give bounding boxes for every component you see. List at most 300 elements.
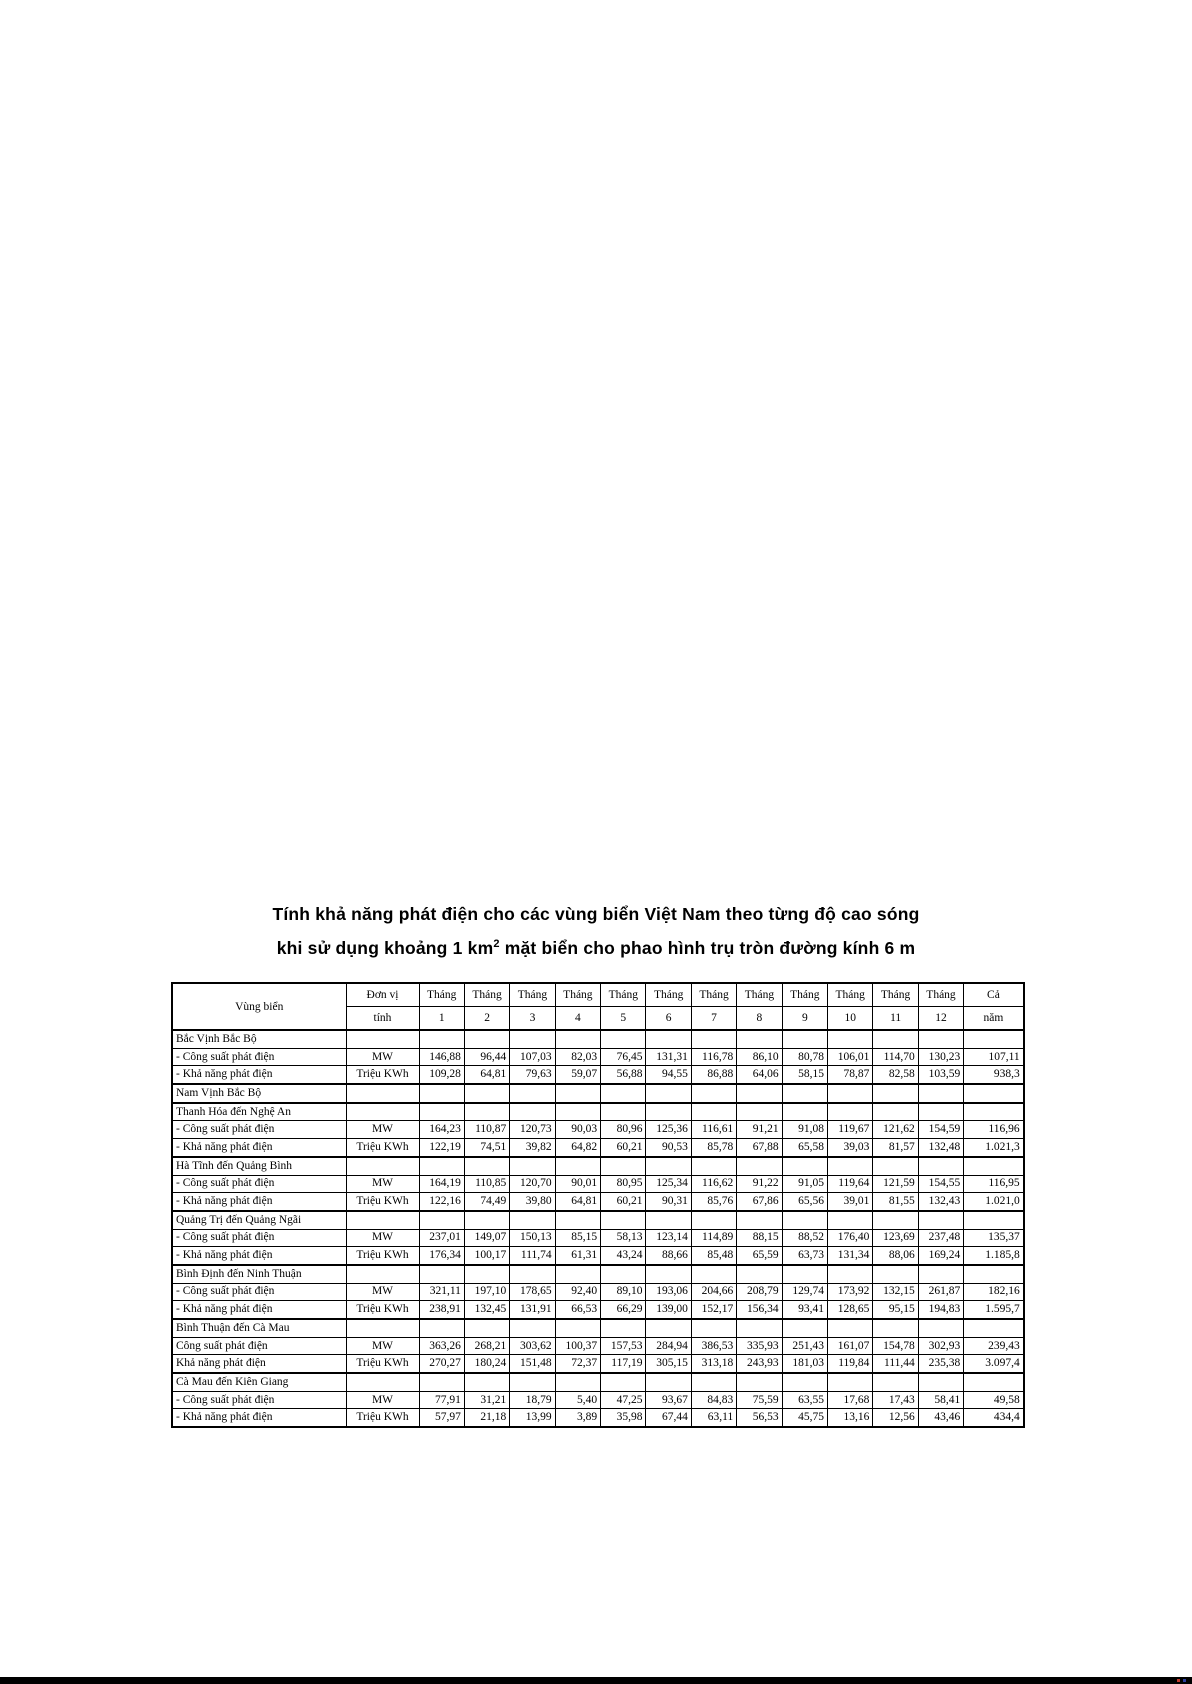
value-cell: 107,11	[964, 1048, 1024, 1066]
empty-cell	[964, 1030, 1024, 1048]
value-cell: 131,34	[828, 1247, 873, 1265]
empty-cell	[828, 1084, 873, 1103]
value-cell: 129,74	[782, 1283, 827, 1301]
empty-cell	[737, 1103, 782, 1121]
empty-cell	[464, 1265, 509, 1283]
region-section-label: Nam Vịnh Bắc Bộ	[172, 1084, 346, 1103]
empty-cell	[782, 1319, 827, 1337]
empty-cell	[918, 1373, 963, 1391]
value-cell: 85,48	[691, 1247, 736, 1265]
empty-cell	[828, 1373, 873, 1391]
value-cell: 85,78	[691, 1139, 736, 1157]
empty-cell	[464, 1103, 509, 1121]
unit-cell: MW	[346, 1121, 419, 1139]
header-month: Tháng	[828, 983, 873, 1007]
empty-cell	[510, 1084, 555, 1103]
value-cell: 131,91	[510, 1301, 555, 1319]
value-cell: 67,44	[646, 1409, 691, 1427]
value-cell: 180,24	[464, 1355, 509, 1373]
empty-cell	[346, 1211, 419, 1229]
header-total-line2: năm	[964, 1007, 1024, 1031]
value-cell: 17,68	[828, 1391, 873, 1409]
value-cell: 109,28	[419, 1066, 464, 1084]
header-month-number: 10	[828, 1007, 873, 1031]
empty-cell	[964, 1157, 1024, 1175]
empty-cell	[691, 1373, 736, 1391]
value-cell: 238,91	[419, 1301, 464, 1319]
value-cell: 66,53	[555, 1301, 600, 1319]
header-month-number: 12	[918, 1007, 963, 1031]
value-cell: 74,51	[464, 1139, 509, 1157]
header-month: Tháng	[510, 983, 555, 1007]
row-label: - Công suất phát điện	[172, 1283, 346, 1301]
value-cell: 88,06	[873, 1247, 918, 1265]
section-row	[172, 1373, 1024, 1391]
unit-cell: Triệu KWh	[346, 1409, 419, 1427]
value-cell: 91,05	[782, 1175, 827, 1193]
value-cell: 91,22	[737, 1175, 782, 1193]
region-section-label: Quảng Trị đến Quảng Ngãi	[172, 1211, 346, 1229]
value-cell: 88,52	[782, 1229, 827, 1247]
empty-cell	[601, 1103, 646, 1121]
value-cell: 182,16	[964, 1283, 1024, 1301]
value-cell: 35,98	[601, 1409, 646, 1427]
row-label: Khả năng phát điện	[172, 1355, 346, 1373]
value-cell: 47,25	[601, 1391, 646, 1409]
header-month-number: 1	[419, 1007, 464, 1031]
header-month: Tháng	[601, 983, 646, 1007]
value-cell: 116,61	[691, 1121, 736, 1139]
value-cell: 80,78	[782, 1048, 827, 1066]
empty-cell	[873, 1373, 918, 1391]
value-cell: 106,01	[828, 1048, 873, 1066]
value-cell: 12,56	[873, 1409, 918, 1427]
empty-cell	[782, 1265, 827, 1283]
value-cell: 79,63	[510, 1066, 555, 1084]
empty-cell	[419, 1030, 464, 1048]
empty-cell	[555, 1265, 600, 1283]
value-cell: 78,87	[828, 1066, 873, 1084]
value-cell: 121,62	[873, 1121, 918, 1139]
value-cell: 239,43	[964, 1337, 1024, 1355]
row-label: - Công suất phát điện	[172, 1175, 346, 1193]
data-row	[172, 1121, 1024, 1139]
value-cell: 67,86	[737, 1193, 782, 1211]
empty-cell	[737, 1211, 782, 1229]
value-cell: 90,31	[646, 1193, 691, 1211]
empty-cell	[419, 1319, 464, 1337]
header-month: Tháng	[737, 983, 782, 1007]
value-cell: 43,46	[918, 1409, 963, 1427]
empty-cell	[346, 1157, 419, 1175]
empty-cell	[646, 1084, 691, 1103]
value-cell: 123,69	[873, 1229, 918, 1247]
value-cell: 139,00	[646, 1301, 691, 1319]
empty-cell	[873, 1103, 918, 1121]
empty-cell	[873, 1084, 918, 1103]
value-cell: 132,15	[873, 1283, 918, 1301]
value-cell: 45,75	[782, 1409, 827, 1427]
power-generation-table	[171, 982, 1025, 1428]
value-cell: 110,85	[464, 1175, 509, 1193]
unit-cell: MW	[346, 1229, 419, 1247]
value-cell: 31,21	[464, 1391, 509, 1409]
value-cell: 67,88	[737, 1139, 782, 1157]
empty-cell	[873, 1211, 918, 1229]
value-cell: 313,18	[691, 1355, 736, 1373]
unit-cell: Triệu KWh	[346, 1301, 419, 1319]
unit-cell: Triệu KWh	[346, 1247, 419, 1265]
scan-edge-bar	[0, 1677, 1192, 1684]
value-cell: 261,87	[918, 1283, 963, 1301]
empty-cell	[419, 1211, 464, 1229]
value-cell: 1.021,3	[964, 1139, 1024, 1157]
value-cell: 3.097,4	[964, 1355, 1024, 1373]
empty-cell	[555, 1319, 600, 1337]
value-cell: 86,10	[737, 1048, 782, 1066]
value-cell: 335,93	[737, 1337, 782, 1355]
value-cell: 154,78	[873, 1337, 918, 1355]
empty-cell	[918, 1211, 963, 1229]
value-cell: 243,93	[737, 1355, 782, 1373]
value-cell: 82,03	[555, 1048, 600, 1066]
empty-cell	[782, 1157, 827, 1175]
region-section-label: Bình Định đến Ninh Thuận	[172, 1265, 346, 1283]
data-row	[172, 1193, 1024, 1211]
value-cell: 169,24	[918, 1247, 963, 1265]
value-cell: 81,57	[873, 1139, 918, 1157]
region-section-label: Bình Thuận đến Cà Mau	[172, 1319, 346, 1337]
header-month-number: 9	[782, 1007, 827, 1031]
value-cell: 74,49	[464, 1193, 509, 1211]
value-cell: 18,79	[510, 1391, 555, 1409]
header-month-number: 8	[737, 1007, 782, 1031]
header-unit-line2: tính	[346, 1007, 419, 1031]
empty-cell	[601, 1211, 646, 1229]
header-total: Cả	[964, 983, 1024, 1007]
value-cell: 56,53	[737, 1409, 782, 1427]
empty-cell	[737, 1373, 782, 1391]
row-label: - Công suất phát điện	[172, 1229, 346, 1247]
value-cell: 176,34	[419, 1247, 464, 1265]
empty-cell	[691, 1319, 736, 1337]
value-cell: 58,41	[918, 1391, 963, 1409]
empty-cell	[555, 1211, 600, 1229]
value-cell: 111,74	[510, 1247, 555, 1265]
value-cell: 77,91	[419, 1391, 464, 1409]
title-line-1: Tính khả năng phát điện cho các vùng biển Việt Nam theo từng độ cao sóng	[272, 904, 920, 924]
unit-cell: Triệu KWh	[346, 1066, 419, 1084]
unit-cell: Triệu KWh	[346, 1139, 419, 1157]
value-cell: 100,37	[555, 1337, 600, 1355]
unit-cell: Triệu KWh	[346, 1355, 419, 1373]
value-cell: 194,83	[918, 1301, 963, 1319]
region-section-label: Thanh Hóa đến Nghệ An	[172, 1103, 346, 1121]
value-cell: 86,88	[691, 1066, 736, 1084]
value-cell: 100,17	[464, 1247, 509, 1265]
data-row	[172, 1283, 1024, 1301]
empty-cell	[964, 1103, 1024, 1121]
row-label: - Công suất phát điện	[172, 1048, 346, 1066]
empty-cell	[828, 1265, 873, 1283]
value-cell: 90,01	[555, 1175, 600, 1193]
empty-cell	[601, 1319, 646, 1337]
empty-cell	[918, 1030, 963, 1048]
unit-cell: MW	[346, 1391, 419, 1409]
empty-cell	[873, 1265, 918, 1283]
value-cell: 88,15	[737, 1229, 782, 1247]
row-label: - Khả năng phát điện	[172, 1193, 346, 1211]
row-label: - Khả năng phát điện	[172, 1301, 346, 1319]
empty-cell	[346, 1084, 419, 1103]
value-cell: 176,40	[828, 1229, 873, 1247]
value-cell: 178,65	[510, 1283, 555, 1301]
empty-cell	[419, 1373, 464, 1391]
value-cell: 251,43	[782, 1337, 827, 1355]
value-cell: 76,45	[601, 1048, 646, 1066]
empty-cell	[691, 1084, 736, 1103]
value-cell: 121,59	[873, 1175, 918, 1193]
header-unit: Đơn vị	[346, 983, 419, 1007]
value-cell: 93,67	[646, 1391, 691, 1409]
empty-cell	[646, 1030, 691, 1048]
header-month: Tháng	[419, 983, 464, 1007]
value-cell: 64,82	[555, 1139, 600, 1157]
value-cell: 13,99	[510, 1409, 555, 1427]
value-cell: 56,88	[601, 1066, 646, 1084]
header-month-number: 7	[691, 1007, 736, 1031]
empty-cell	[464, 1030, 509, 1048]
unit-cell: MW	[346, 1175, 419, 1193]
value-cell: 161,07	[828, 1337, 873, 1355]
value-cell: 132,45	[464, 1301, 509, 1319]
value-cell: 1.021,0	[964, 1193, 1024, 1211]
table-header	[172, 983, 1024, 1030]
value-cell: 49,58	[964, 1391, 1024, 1409]
value-cell: 39,03	[828, 1139, 873, 1157]
title-line-2: khi sử dụng khoảng 1 $km^2$ mặt biển cho phao hình trụ tròn đường kính 6 m	[276, 937, 916, 958]
unit-cell: MW	[346, 1337, 419, 1355]
empty-cell	[691, 1030, 736, 1048]
value-cell: 154,59	[918, 1121, 963, 1139]
value-cell: 204,66	[691, 1283, 736, 1301]
value-cell: 114,70	[873, 1048, 918, 1066]
empty-cell	[346, 1265, 419, 1283]
empty-cell	[346, 1319, 419, 1337]
value-cell: 116,78	[691, 1048, 736, 1066]
value-cell: 39,80	[510, 1193, 555, 1211]
value-cell: 84,83	[691, 1391, 736, 1409]
value-cell: 89,10	[601, 1283, 646, 1301]
empty-cell	[918, 1265, 963, 1283]
value-cell: 13,16	[828, 1409, 873, 1427]
empty-cell	[964, 1265, 1024, 1283]
empty-cell	[419, 1103, 464, 1121]
value-cell: 59,07	[555, 1066, 600, 1084]
row-label: - Khả năng phát điện	[172, 1139, 346, 1157]
value-cell: 268,21	[464, 1337, 509, 1355]
value-cell: 64,81	[555, 1193, 600, 1211]
header-month-number: 3	[510, 1007, 555, 1031]
data-row	[172, 1229, 1024, 1247]
empty-cell	[464, 1373, 509, 1391]
empty-cell	[873, 1319, 918, 1337]
empty-cell	[555, 1084, 600, 1103]
data-row	[172, 1337, 1024, 1355]
empty-cell	[419, 1157, 464, 1175]
value-cell: 17,43	[873, 1391, 918, 1409]
empty-cell	[918, 1319, 963, 1337]
scan-artifact-red	[1177, 1679, 1180, 1682]
empty-cell	[691, 1103, 736, 1121]
header-month: Tháng	[782, 983, 827, 1007]
header-month-number: 2	[464, 1007, 509, 1031]
row-label: - Khả năng phát điện	[172, 1066, 346, 1084]
empty-cell	[964, 1211, 1024, 1229]
empty-cell	[601, 1157, 646, 1175]
value-cell: 66,29	[601, 1301, 646, 1319]
data-row	[172, 1355, 1024, 1373]
value-cell: 119,84	[828, 1355, 873, 1373]
value-cell: 75,59	[737, 1391, 782, 1409]
region-section-label: Cà Mau đến Kiên Giang	[172, 1373, 346, 1391]
value-cell: 65,58	[782, 1139, 827, 1157]
value-cell: 58,13	[601, 1229, 646, 1247]
empty-cell	[782, 1030, 827, 1048]
value-cell: 117,19	[601, 1355, 646, 1373]
value-cell: 80,96	[601, 1121, 646, 1139]
value-cell: 111,44	[873, 1355, 918, 1373]
section-row	[172, 1084, 1024, 1103]
row-label: - Khả năng phát điện	[172, 1409, 346, 1427]
value-cell: 131,31	[646, 1048, 691, 1066]
row-label: Công suất phát điện	[172, 1337, 346, 1355]
value-cell: 434,4	[964, 1409, 1024, 1427]
value-cell: 1.185,8	[964, 1247, 1024, 1265]
value-cell: 85,15	[555, 1229, 600, 1247]
empty-cell	[782, 1084, 827, 1103]
value-cell: 120,70	[510, 1175, 555, 1193]
header-month: Tháng	[646, 983, 691, 1007]
value-cell: 303,62	[510, 1337, 555, 1355]
value-cell: 120,73	[510, 1121, 555, 1139]
header-month: Tháng	[464, 983, 509, 1007]
value-cell: 123,14	[646, 1229, 691, 1247]
data-row	[172, 1066, 1024, 1084]
section-row	[172, 1211, 1024, 1229]
unit-cell: Triệu KWh	[346, 1193, 419, 1211]
value-cell: 103,59	[918, 1066, 963, 1084]
row-label: - Công suất phát điện	[172, 1391, 346, 1409]
value-cell: 82,58	[873, 1066, 918, 1084]
region-section-label: Hà Tĩnh đến Quảng Bình	[172, 1157, 346, 1175]
value-cell: 63,11	[691, 1409, 736, 1427]
value-cell: 90,53	[646, 1139, 691, 1157]
value-cell: 154,55	[918, 1175, 963, 1193]
value-cell: 3,89	[555, 1409, 600, 1427]
value-cell: 116,62	[691, 1175, 736, 1193]
value-cell: 363,26	[419, 1337, 464, 1355]
value-cell: 149,07	[464, 1229, 509, 1247]
value-cell: 116,95	[964, 1175, 1024, 1193]
header-month-number: 4	[555, 1007, 600, 1031]
empty-cell	[782, 1373, 827, 1391]
value-cell: 60,21	[601, 1139, 646, 1157]
value-cell: 164,23	[419, 1121, 464, 1139]
value-cell: 151,48	[510, 1355, 555, 1373]
data-row	[172, 1175, 1024, 1193]
value-cell: 96,44	[464, 1048, 509, 1066]
row-label: - Khả năng phát điện	[172, 1247, 346, 1265]
empty-cell	[918, 1103, 963, 1121]
value-cell: 60,21	[601, 1193, 646, 1211]
empty-cell	[510, 1030, 555, 1048]
empty-cell	[555, 1157, 600, 1175]
value-cell: 85,76	[691, 1193, 736, 1211]
value-cell: 91,21	[737, 1121, 782, 1139]
empty-cell	[918, 1084, 963, 1103]
unit-cell: MW	[346, 1048, 419, 1066]
header-month: Tháng	[555, 983, 600, 1007]
value-cell: 116,96	[964, 1121, 1024, 1139]
empty-cell	[737, 1157, 782, 1175]
header-month: Tháng	[873, 983, 918, 1007]
superscript-2: 2	[493, 938, 500, 950]
value-cell: 237,48	[918, 1229, 963, 1247]
empty-cell	[346, 1030, 419, 1048]
empty-cell	[964, 1084, 1024, 1103]
value-cell: 61,31	[555, 1247, 600, 1265]
value-cell: 235,38	[918, 1355, 963, 1373]
value-cell: 125,34	[646, 1175, 691, 1193]
empty-cell	[464, 1319, 509, 1337]
empty-cell	[510, 1319, 555, 1337]
empty-cell	[828, 1319, 873, 1337]
value-cell: 110,87	[464, 1121, 509, 1139]
header-month: Tháng	[918, 983, 963, 1007]
empty-cell	[555, 1373, 600, 1391]
value-cell: 63,73	[782, 1247, 827, 1265]
value-cell: 135,37	[964, 1229, 1024, 1247]
row-label: - Công suất phát điện	[172, 1121, 346, 1139]
value-cell: 43,24	[601, 1247, 646, 1265]
data-row	[172, 1139, 1024, 1157]
empty-cell	[646, 1373, 691, 1391]
header-month-number: 6	[646, 1007, 691, 1031]
data-row	[172, 1048, 1024, 1066]
empty-cell	[828, 1030, 873, 1048]
empty-cell	[691, 1211, 736, 1229]
empty-cell	[964, 1373, 1024, 1391]
value-cell: 90,03	[555, 1121, 600, 1139]
empty-cell	[601, 1265, 646, 1283]
value-cell: 114,89	[691, 1229, 736, 1247]
value-cell: 57,97	[419, 1409, 464, 1427]
value-cell: 173,92	[828, 1283, 873, 1301]
value-cell: 119,64	[828, 1175, 873, 1193]
value-cell: 119,67	[828, 1121, 873, 1139]
value-cell: 150,13	[510, 1229, 555, 1247]
value-cell: 21,18	[464, 1409, 509, 1427]
data-row	[172, 1409, 1024, 1427]
table-body	[172, 1030, 1024, 1427]
section-row	[172, 1030, 1024, 1048]
value-cell: 92,40	[555, 1283, 600, 1301]
header-month-number: 11	[873, 1007, 918, 1031]
value-cell: 64,81	[464, 1066, 509, 1084]
empty-cell	[737, 1265, 782, 1283]
value-cell: 197,10	[464, 1283, 509, 1301]
